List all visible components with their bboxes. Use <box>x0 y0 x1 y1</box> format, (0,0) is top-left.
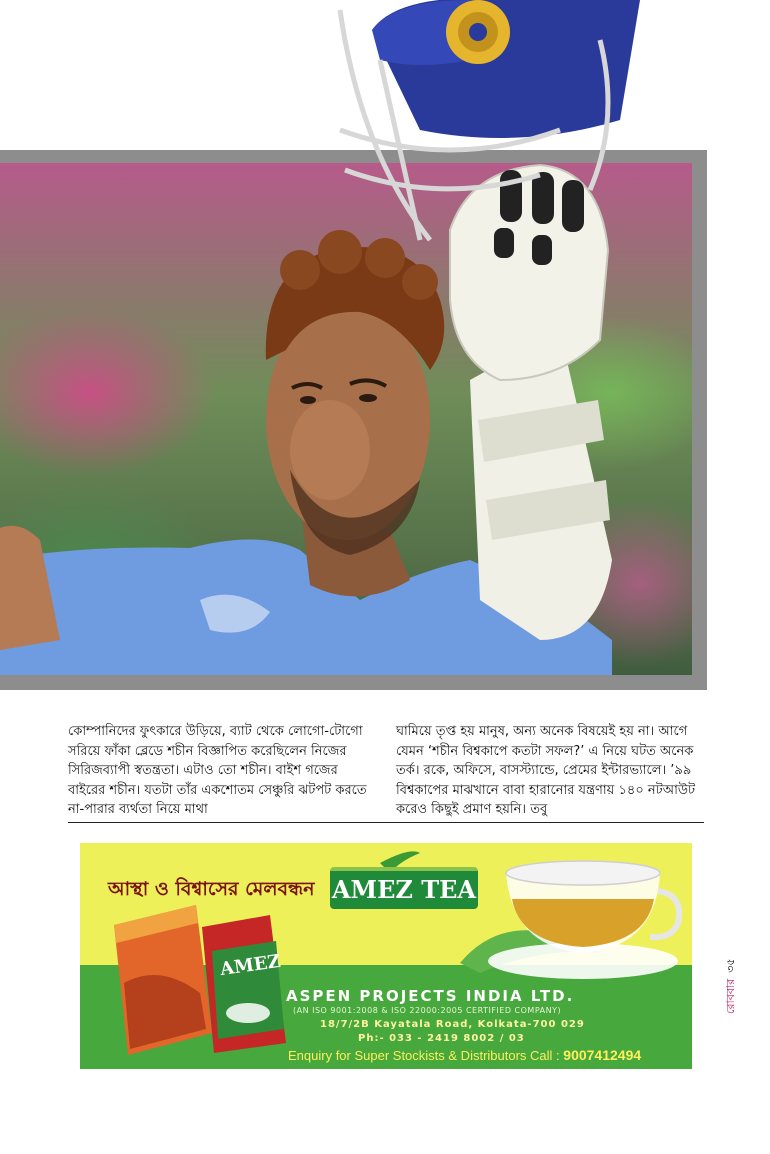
enquiry-label: Enquiry for Super Stockists & Distributors Call : <box>288 1048 560 1063</box>
enquiry-phone[interactable]: 9007412494 <box>563 1047 642 1063</box>
page-number: ৩৫ <box>724 958 737 973</box>
brand-name: AMEZ TEA <box>331 875 477 904</box>
tea-advertisement[interactable] <box>80 843 692 1069</box>
certification-text: (AN ISO 9001:2008 & ISO 22000:2005 CERTIFIED COMPANY) <box>293 1006 562 1015</box>
article-column-right: ঘামিয়ে তৃপ্ত হয় মানুষ, অন্য অনেক বিষয়েই হয় না। আগে যেমন ‘শচীন বিশ্বকাপে কতটা সফল?’ এ নিয়ে ঘটত অনেক তর্ক। রকে, অফিসে, বাসস্ট্যান্ডে, প্রেমের ইন্টারভ্যালে। ’৯৯ বিশ্বকাপের মাঝখানে বাবা হারানোর যন্ত্রণায় ১৪০ নটআউট করেও কিছুই প্রমাণ হয়নি। তবু <box>396 724 696 817</box>
page-folio <box>722 959 741 1015</box>
company-phone[interactable]: Ph:- 033 - 2419 8002 / 03 <box>358 1033 525 1044</box>
enquiry-line <box>288 1047 641 1063</box>
section-divider <box>68 822 704 823</box>
ad-tagline: আস্থা ও বিশ্বাসের মেলবন্ধন <box>108 878 315 900</box>
company-name: ASPEN PROJECTS INDIA LTD. <box>286 987 575 1005</box>
brand-logo[interactable] <box>330 867 478 909</box>
company-address: 18/7/2B Kayatala Road, Kolkata-700 029 <box>320 1019 585 1030</box>
article-column-left: কোম্পানিদের ফুৎকারে উড়িয়ে, ব্যাট থেকে লোগো-টোগো সরিয়ে ফাঁকা ব্লেডে শচীন বিজ্ঞাপিত করেছিলেন নিজের সিরিজব্যাপী স্বতন্ত্রতা। এটাও তো শচীন। বাইশ গজের বাইরের শচীন। যতটা তাঁর একশোতম সেঞ্চুরি ঝটপট করতে না-পারার ব্যর্থতা নিয়ে মাথা <box>68 724 367 817</box>
magazine-name: রোববার <box>724 978 737 1014</box>
tea-pack-label: AMEZ <box>218 950 282 981</box>
